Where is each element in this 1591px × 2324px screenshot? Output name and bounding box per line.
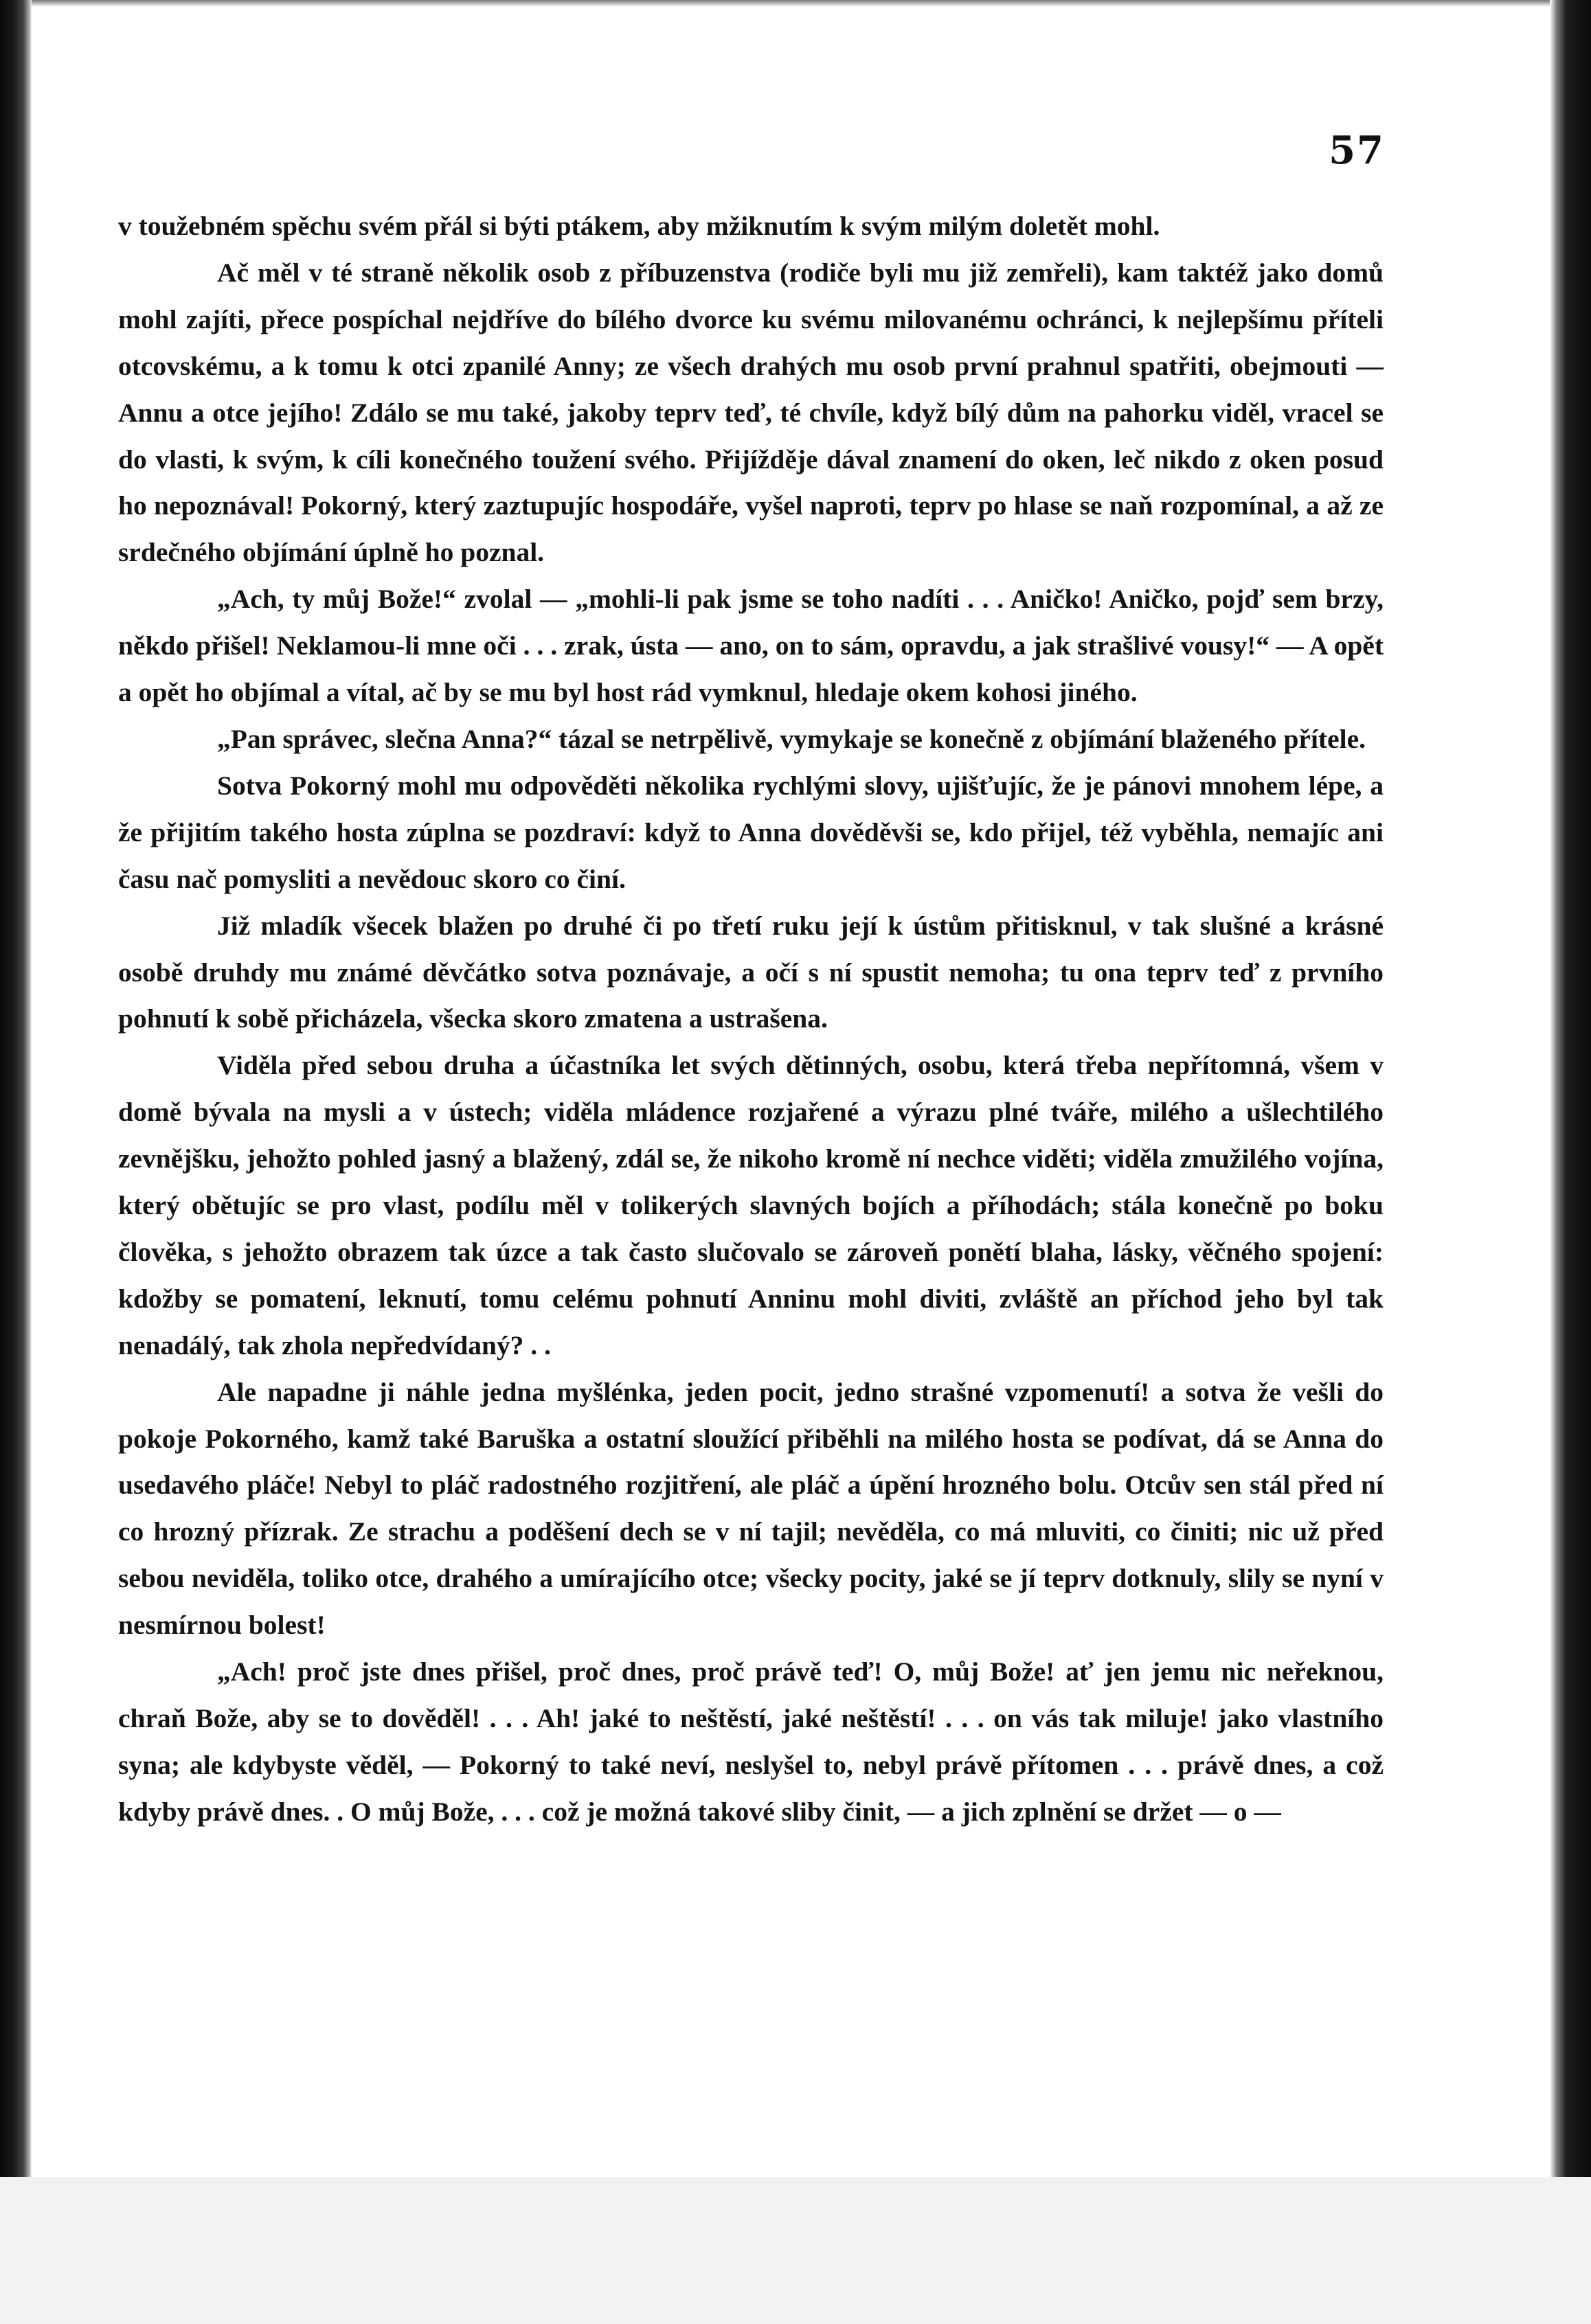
paragraph: „Pan správec, slečna Anna?“ tázal se netrpělivě, vymykaje se konečně z objímání blaženého přítele.	[217, 723, 1366, 754]
paragraph: Ale napadne ji náhle jedna myšlénka, jeden pocit, jedno strašné vzpomenutí! a sotva že vešli do pokoje Pokorného, kamž také Baruška a ostatní sloužící přiběhli na milého hosta se podívat, dá se Anna do usedavého pláče! Nebyl to pláč radostného rozjitření, ale pláč a úpění hrozného bolu. Otcův sen stál před ní co hrozný přízrak. Ze strachu a poděšení dech se v ní tajil; nevěděla, co má mluviti, co činiti; nic už před sebou neviděla, toliko otce, drahého a umírajícího otce; všecky pocity, jaké se jí teprv dotknuly, slily se nyní v nesmírnou bolest!	[118, 1376, 1384, 1641]
paragraph: v toužebném spěchu svém přál si býti ptákem, aby mžiknutím k svým milým doletět mohl.	[118, 211, 1160, 241]
page-number: 57	[1329, 128, 1385, 173]
page-edge-top	[32, 0, 1550, 7]
paragraph: Viděla před sebou druha a účastníka let svých dětinných, osobu, která třeba nepřítomná, všem v domě bývala na mysli a v ústech; viděla mládence rozjařené a výrazu plné tváře, milého a ušlechtilého zevnějšku, jehožto pohled jasný a blažený, zdál se, že nikoho kromě ní nechce viděti; viděla zmužilého vojína, který obětujíc se pro vlast, podílu měl v tolikerých slavných bojích a příhodách; stála konečně po boku člověka, s jehožto obrazem tak úzce a tak často slučovalo se zároveň ponětí blaha, lásky, věčného spojení: kdožby se pomatení, leknutí, tomu celému pohnutí Anninu mohl diviti, zvláště an příchod jeho byl tak nenadálý, tak zhola nepředvídaný? . .	[118, 1050, 1384, 1360]
binding-shadow-left	[0, 0, 32, 2177]
paragraph: Již mladík všecek blažen po druhé či po třetí ruku její k ústům přitisknul, v tak slušné a krásné osobě druhdy mu známé děvčátko sotva poznávaje, a očí s ní spustit nemoha; tu ona teprv teď z prvního pohnutí k sobě přicházela, všecka skoro zmatena a ustrašena.	[118, 910, 1384, 1034]
paragraph: Ač měl v té straně několik osob z příbuzenstva (rodiče byli mu již zemřeli), kam taktéž jako domů mohl zajíti, přece pospíchal nejdříve do bílého dvorce ku svému milovanému ochránci, k nejlepšímu příteli otcovskému, a k tomu k otci zpanilé Anny; ze všech drahých mu osob první prahnul spatřiti, obejmouti — Annu a otce jejího! Zdálo se mu také, jakoby teprv teď, té chvíle, když bílý dům na pahorku viděl, vracel se do vlasti, k svým, k cíli konečného toužení svého. Přijížděje dával znamení do oken, leč nikdo z oken posud ho nepoznával! Pokorný, který zaztupujíc hospodáře, vyšel naproti, teprv po hlase se naň rozpomínal, a až ze srdečného objímání úplně ho poznal.	[118, 257, 1384, 568]
binding-shadow-right	[1550, 0, 1591, 2177]
paragraph: Sotva Pokorný mohl mu odpověděti několika rychlými slovy, ujišťujíc, že je pánovi mnohem lépe, a že přijitím takého hosta zúplna se pozdraví: když to Anna dověděvši se, kdo přijel, též vyběhla, nemajíc ani času nač pomysliti a nevědouc skoro co činí.	[118, 770, 1384, 894]
body-text	[118, 203, 1384, 1836]
paragraph: „Ach! proč jste dnes přišel, proč dnes, proč právě teď! O, můj Bože! ať jen jemu nic neřeknou, chraň Bože, aby se to dověděl! . . . Ah! jaké to neštěstí, jaké neštěstí! . . . on vás tak miluje! jako vlastního syna; ale kdybyste věděl, — Pokorný to také neví, neslyšel to, nebyl právě přítomen . . . právě dnes, a což kdyby právě dnes. . O můj Bože, . . . což je možná takové sliby činit, — a jich zplnění se držet — o —	[118, 1656, 1384, 1827]
viewer-background	[0, 2177, 1591, 2324]
paragraph: „Ach, ty můj Bože!“ zvolal — „mohli-li pak jsme se toho nadíti . . . Aničko! Aničko, pojď sem brzy, někdo přišel! Neklamou-li mne oči . . . zrak, ústa — ano, on to sám, opravdu, a jak strašlivé vousy!“ — A opět a opět ho objímal a vítal, ač by se mu byl host rád vymknul, hledaje okem kohosi jiného.	[118, 584, 1384, 708]
